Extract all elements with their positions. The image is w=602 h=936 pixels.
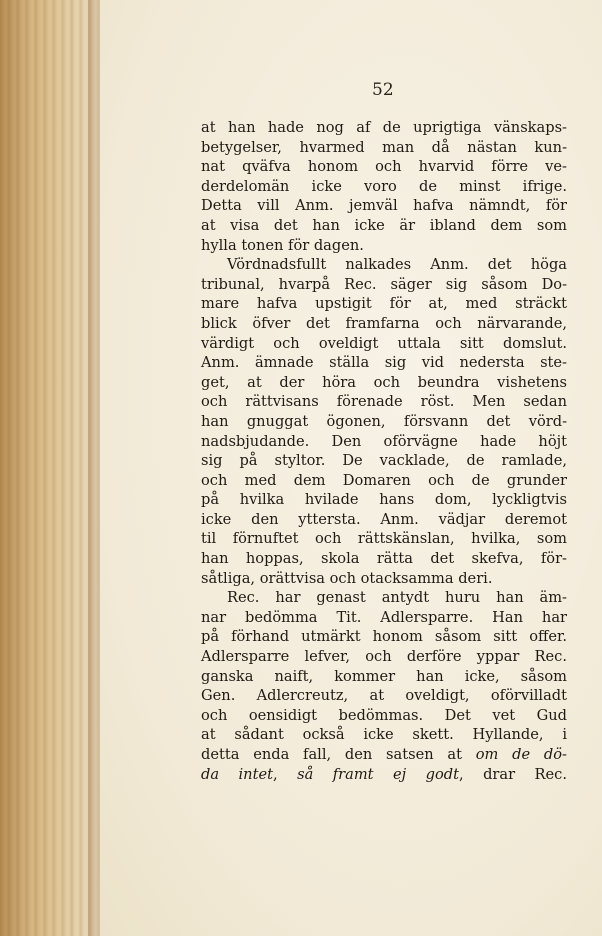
- text-line-with-italic: [201, 765, 567, 785]
- text-line: och rättvisans förenade röst. Men sedan: [201, 393, 567, 411]
- text-line: på förhand utmärkt honom såsom sitt offer.: [201, 628, 567, 646]
- text-segment: detta enda fall, den satsen at: [201, 746, 462, 763]
- text-line: Rec. har genast antydt huru han äm-: [227, 589, 567, 607]
- text-line: at han hade nog af de uprigtiga vänskaps-: [201, 119, 567, 136]
- text-line: han gnuggat ögonen, försvann det vörd-: [201, 412, 567, 430]
- text-line: värdigt och oveldigt uttala sitt domslut.: [201, 334, 567, 352]
- text-line: at visa det han icke är ibland dem som: [201, 216, 567, 234]
- text-segment: , drar Rec.: [458, 765, 567, 783]
- text-line: tribunal, hvarpå Rec. säger sig såsom Do-: [201, 275, 567, 293]
- italic-segment: da intet: [201, 765, 273, 783]
- text-line: ganska naift, kommer han icke, såsom: [201, 667, 567, 685]
- text-line: Detta vill Anm. jemväl hafva nämndt, för: [201, 197, 567, 215]
- body-text: [201, 118, 567, 784]
- text-line: han hoppas, skola rätta det skefva, för-: [201, 550, 567, 568]
- text-line: och med dem Domaren och de grunder: [201, 471, 567, 489]
- text-line: get, at der höra och beundra vishetens: [201, 373, 567, 391]
- text-line: blick öfver det framfarna och närvarande,: [201, 314, 567, 332]
- text-line: Anm. ämnade ställa sig vid nedersta ste-: [201, 354, 567, 372]
- text-line: betygelser, hvarmed man då nästan kun-: [201, 138, 567, 156]
- text-line: Adlersparre lefver, och derföre yppar Rec.: [201, 648, 567, 666]
- text-line: Vördnadsfullt nalkades Anm. det höga: [227, 256, 567, 274]
- italic-segment: om de dö-: [475, 746, 567, 763]
- text-line: til förnuftet och rättskänslan, hvilka, som: [201, 530, 567, 548]
- text-line: nat qväfva honom och hvarvid förre ve-: [201, 158, 567, 176]
- text-line: nadsbjudande. Den oförvägne hade höjt: [201, 432, 567, 450]
- italic-segment: så framt ej godt: [297, 765, 459, 783]
- text-segment: ,: [272, 765, 298, 783]
- text-line: at sådant också icke skett. Hyllande, i: [201, 726, 567, 744]
- text-line: mare hafva upstigit för at, med sträckt: [201, 295, 567, 313]
- text-line: och oensidigt bedömmas. Det vet Gud: [201, 706, 567, 724]
- text-line: Gen. Adlercreutz, at oveldigt, oförvilladt: [201, 687, 567, 705]
- text-line: såtliga, orättvisa och otacksamma deri.: [201, 569, 493, 587]
- text-line: nar bedömma Tit. Adlersparre. Han har: [201, 608, 567, 626]
- book-gutter: [0, 0, 100, 936]
- text-line: derdelomän icke voro de minst ifrige.: [201, 177, 567, 195]
- page-number: 52: [372, 80, 394, 100]
- text-line: icke den yttersta. Anm. vädjar deremot: [201, 510, 567, 528]
- text-line-with-italic: [201, 745, 567, 765]
- text-line: på hvilka hvilade hans dom, lyckligtvis: [201, 491, 567, 509]
- text-line: sig på styltor. De vacklade, de ramlade,: [201, 452, 567, 470]
- text-line: hylla tonen för dagen.: [201, 236, 364, 254]
